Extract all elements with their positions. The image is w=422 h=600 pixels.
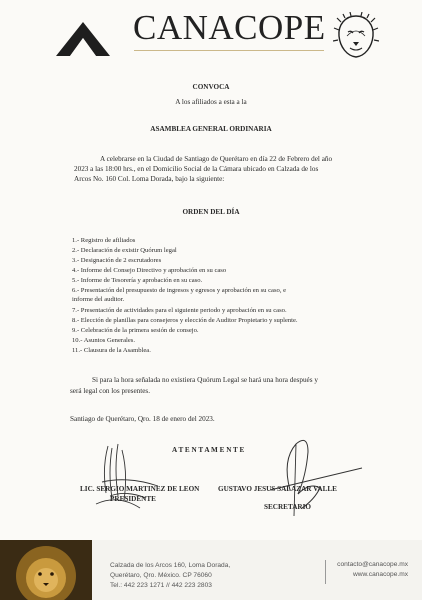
signer-2-name: GUSTAVO JESUS SALAZAR VALLE xyxy=(218,485,337,493)
agenda-item: 5.- Informe de Tesorería y aprobación en su caso. xyxy=(72,277,203,284)
agenda-heading: ORDEN DEL DÍA xyxy=(182,208,240,216)
intro-line-2: 2023 a las 18:00 hrs., en el Domicilio Social de la Cámara ubicado en Calzada de los xyxy=(74,165,319,173)
agenda-item: 2.- Declaración de existir Quórum legal xyxy=(72,247,177,254)
footer-address-1: Calzada de los Arcos 160, Loma Dorada, xyxy=(110,562,231,569)
footer-website[interactable]: www.canacope.mx xyxy=(353,571,408,578)
footer-address-2: Querétaro, Qro. México. CP 76060 xyxy=(110,572,212,579)
agenda-item: 6.- Presentación del presupuesto de ingresos y egresos y aprobación en su caso, e xyxy=(72,287,287,294)
brand-underline xyxy=(134,50,324,51)
signer-2-role: SECRETARIO xyxy=(264,503,311,511)
agenda-item: informe del auditor. xyxy=(72,296,125,303)
lion-photo-icon xyxy=(0,540,92,600)
agenda-item: 11.- Clausura de la Asamblea. xyxy=(72,347,151,354)
closing-line-2: será legal con los presentes. xyxy=(70,387,151,395)
closing-line-1: Si para la hora señalada no existiera Quórum Legal se hará una hora después y xyxy=(92,376,318,384)
sign-off: A T E N T A M E N T E xyxy=(172,446,245,454)
assembly-heading: ASAMBLEA GENERAL ORDINARIA xyxy=(150,125,272,133)
agenda-item: 4.- Informe del Consejo Directivo y aprobación en su caso xyxy=(72,267,227,274)
intro-line-1: A celebrarse en la Ciudad de Santiago de Querétaro en día 22 de Febrero del año xyxy=(100,155,333,163)
canacope-logo-icon xyxy=(52,18,114,58)
agenda-item: 9.- Celebración de la primera sesión de consejo. xyxy=(72,327,199,334)
agenda-item: 7.- Presentación de actividades para el siguiente periodo y aprobación en su caso. xyxy=(72,307,287,314)
footer-email[interactable]: contacto@canacope.mx xyxy=(337,561,408,568)
footer-divider xyxy=(325,560,326,584)
signer-1-name: LIC. SERGIO MARTINEZ DE LEON xyxy=(80,485,200,493)
brand-name: CANACOPE xyxy=(133,8,326,47)
agenda-item: 10.- Asuntos Generales. xyxy=(72,337,135,344)
agenda-item: 8.- Elección de planillas para consejeros y elección de Auditor Propietario y suplente. xyxy=(72,317,298,324)
footer-phone: Tel.: 442 223 1271 // 442 223 2803 xyxy=(110,582,212,589)
agenda-item: 1.- Registro de afiliados xyxy=(72,237,136,244)
lion-icon xyxy=(333,12,379,60)
agenda-item: 3.- Designación de 2 escrutadores xyxy=(72,257,162,264)
letterhead-footer xyxy=(0,540,422,600)
signer-1-role: PRESIDENTE xyxy=(110,495,156,503)
audience-line: A los afiliados a esta a la xyxy=(175,98,247,106)
intro-line-3: Arcos No. 160 Col. Loma Dorada, bajo la siguiente: xyxy=(74,175,225,183)
convoca-heading: CONVOCA xyxy=(192,83,230,91)
place-date: Santiago de Querétaro, Qro. 18 de enero del 2023. xyxy=(70,415,215,423)
letterhead xyxy=(0,0,422,70)
